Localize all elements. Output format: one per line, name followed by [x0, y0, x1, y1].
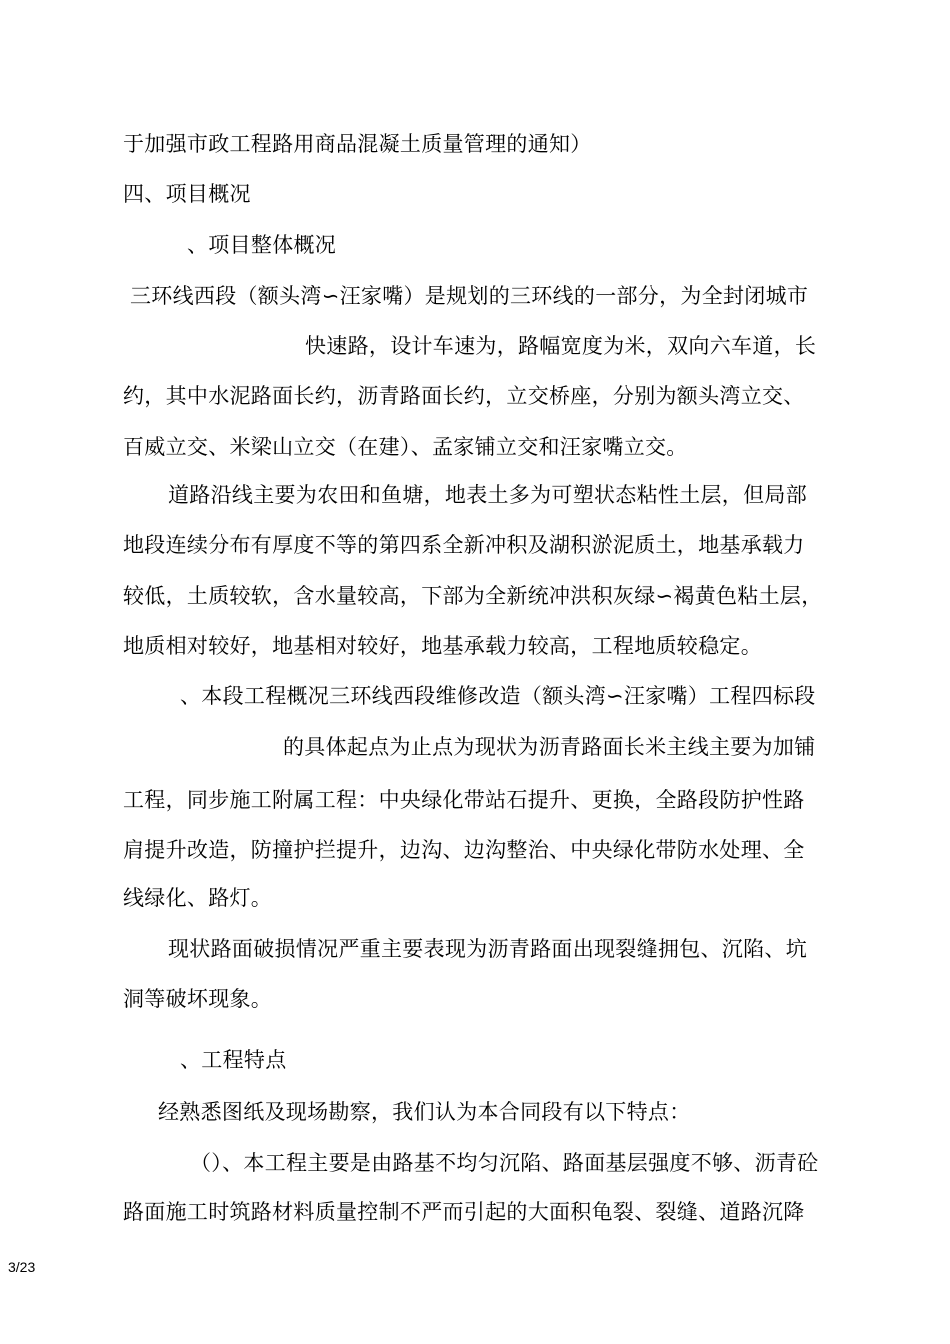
text-line-14: 工程，同步施工附属工程：中央绿化带站石提升、更换，全路段防护性路 — [123, 788, 805, 812]
text-line-13: 的具体起点为止点为现状为沥青路面长米主线主要为加铺 — [283, 735, 816, 759]
text-line-7: 百威立交、米梁山立交（在建）、孟家铺立交和汪家嘴立交。 — [123, 435, 688, 459]
page-number: 3/23 — [8, 1259, 36, 1275]
subheading-project-features: 、工程特点 — [180, 1048, 287, 1072]
text-line-5: 快速路，设计车速为，路幅宽度为米，双向六车道，长 — [305, 334, 817, 358]
text-line-22: 路面施工时筑路材料质量控制不严而引起的大面积龟裂、裂缝、道路沉降 — [123, 1200, 805, 1224]
text-line-1: 于加强市政工程路用商品混凝土质量管理的通知） — [123, 132, 592, 156]
text-line-18: 洞等破坏现象。 — [123, 987, 273, 1011]
text-line-8: 道路沿线主要为农田和鱼塘，地表土多为可塑状态粘性土层，但局部 — [168, 483, 807, 507]
text-line-16: 线绿化、路灯。 — [123, 886, 273, 910]
heading-project-overview: 四、项目概况 — [123, 182, 251, 206]
text-line-15: 肩提升改造，防撞护拦提升，边沟、边沟整治、中央绿化带防水处理、全 — [123, 838, 805, 862]
text-line-17: 现状路面破损情况严重主要表现为沥青路面出现裂缝拥包、沉陷、坑 — [168, 937, 807, 961]
subheading-overall-overview: 、项目整体概况 — [187, 233, 337, 257]
subheading-section-overview: 、本段工程概况三环线西段维修改造（额头湾∽汪家嘴）工程四标段 — [180, 684, 816, 708]
text-line-6: 约，其中水泥路面长约，沥青路面长约，立交桥座，分别为额头湾立交、 — [123, 384, 805, 408]
text-line-20: 经熟悉图纸及现场勘察，我们认为本合同段有以下特点： — [158, 1100, 691, 1124]
text-line-21: （）、本工程主要是由路基不均匀沉陷、路面基层强度不够、沥青砼 — [190, 1151, 819, 1175]
text-line-4: 三环线西段（额头湾∽汪家嘴）是规划的三环线的一部分，为全封闭城市 — [130, 284, 809, 308]
text-line-9: 地段连续分布有厚度不等的第四系全新冲积及湖积淤泥质土，地基承载力 — [123, 533, 805, 557]
text-line-10: 较低，土质较软，含水量较高，下部为全新统冲洪积灰绿∽褐黄色粘土层， — [123, 584, 823, 608]
text-line-11: 地质相对较好，地基相对较好，地基承载力较高，工程地质较稳定。 — [123, 634, 762, 658]
